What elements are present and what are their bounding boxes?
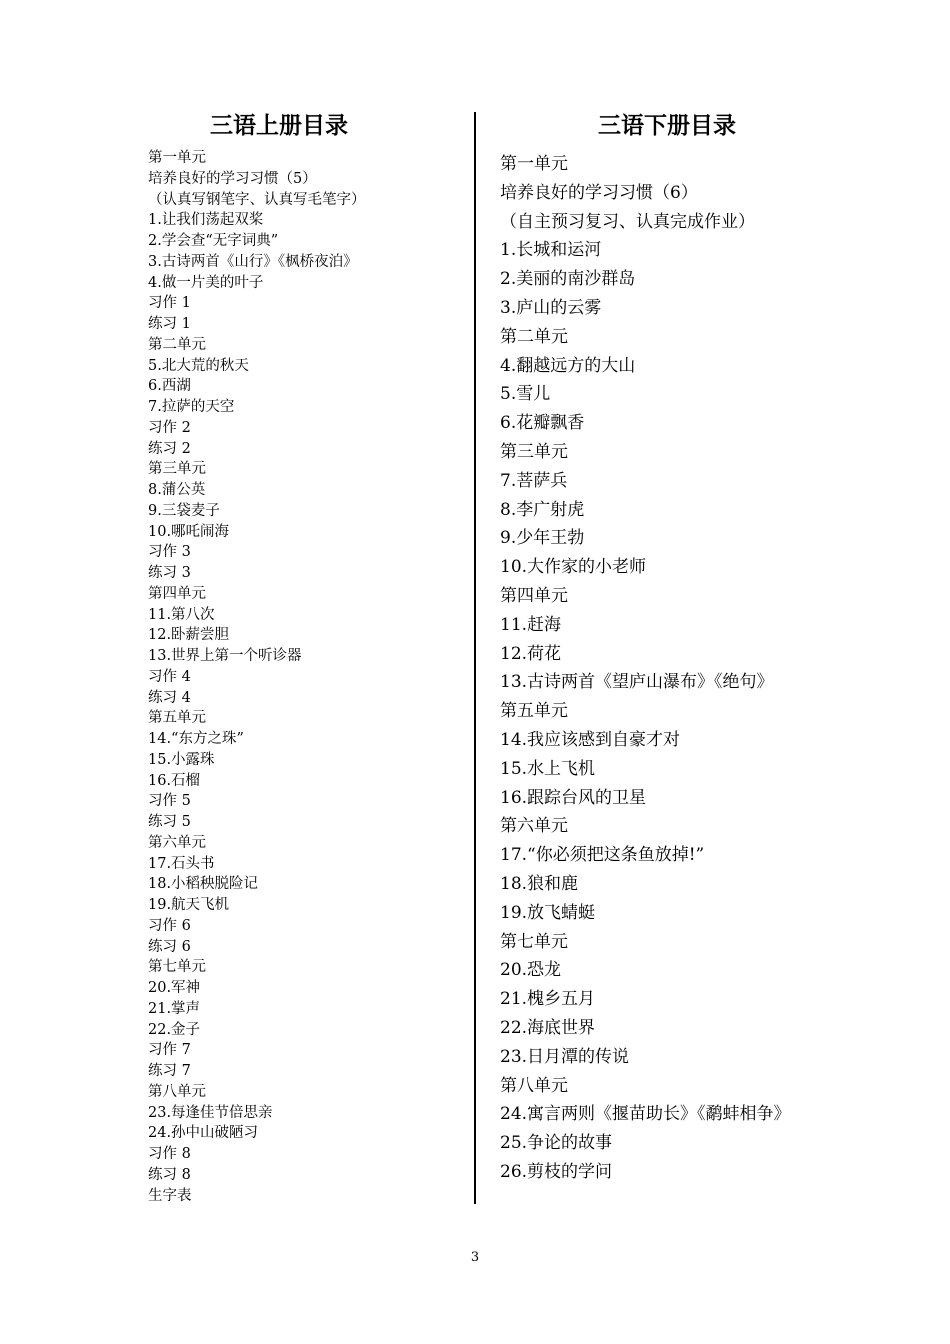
- toc-entry: 第五单元: [148, 710, 206, 727]
- toc-entry: 第七单元: [148, 959, 206, 976]
- toc-entry: 18.狼和鹿: [500, 873, 579, 894]
- toc-entry: 12.卧薪尝胆: [148, 627, 230, 644]
- page-number: 3: [470, 1250, 480, 1265]
- toc-entry: 第八单元: [500, 1075, 568, 1096]
- toc-entry: 19.航天飞机: [148, 897, 230, 913]
- toc-entry: 第七单元: [500, 931, 568, 952]
- left-column-title: 三语上册目录: [210, 113, 348, 139]
- toc-entry: 第四单元: [500, 585, 568, 606]
- toc-entry: （认真写钢笔字、认真写毛笔字）: [148, 191, 366, 208]
- toc-entry: 1.长城和运河: [500, 240, 602, 261]
- toc-entry: 第四单元: [148, 585, 206, 602]
- toc-entry: 8.蒲公英: [148, 482, 206, 498]
- toc-entry: （自主预习复习、认真完成作业）: [500, 211, 755, 232]
- right-toc-list: [500, 150, 900, 1187]
- toc-entry: 练习 4: [148, 689, 191, 706]
- toc-entry: 9.三袋麦子: [148, 502, 220, 519]
- toc-entry: 第三单元: [500, 441, 568, 462]
- toc-entry: 23.每逢佳节倍思亲: [148, 1104, 273, 1121]
- toc-entry: 20.恐龙: [500, 960, 562, 981]
- toc-entry: 第六单元: [148, 834, 206, 851]
- toc-entry: 练习 8: [148, 1166, 191, 1183]
- toc-entry: 14.“东方之珠”: [148, 731, 244, 747]
- toc-entry: 9.少年王勃: [500, 528, 585, 549]
- toc-entry: 12.荷花: [500, 643, 562, 664]
- toc-entry: 17.石头书: [148, 855, 215, 872]
- toc-entry: 15.水上飞机: [500, 758, 596, 779]
- toc-entry: 习作 7: [148, 1042, 191, 1059]
- toc-entry: 第二单元: [500, 326, 568, 347]
- toc-entry: 练习 6: [148, 938, 191, 955]
- toc-entry: 22.金子: [148, 1021, 201, 1038]
- right-column-toc: [500, 108, 900, 1187]
- toc-entry: 习作 4: [148, 668, 191, 685]
- left-toc-list: [148, 148, 458, 1206]
- toc-entry: 第二单元: [148, 336, 206, 353]
- toc-entry: 习作 1: [148, 295, 191, 312]
- toc-entry: 13.古诗两首《望庐山瀑布》《绝句》: [500, 672, 774, 693]
- toc-entry: 4.翻越远方的大山: [500, 355, 636, 376]
- toc-entry: 26.剪枝的学问: [500, 1161, 613, 1182]
- toc-entry: 第五单元: [500, 701, 568, 722]
- toc-entry: 11.第八次: [148, 606, 215, 623]
- toc-entry: 2.学会查“无字词典”: [148, 233, 279, 249]
- toc-entry: 24.孙中山破陋习: [148, 1125, 259, 1142]
- toc-entry: 10.哪吒闹海: [148, 523, 230, 540]
- toc-entry: 练习 3: [148, 565, 191, 581]
- column-divider: [474, 112, 476, 1204]
- toc-entry: 23.日月潭的传说: [500, 1046, 630, 1067]
- toc-entry: 7.拉萨的天空: [148, 399, 235, 415]
- toc-entry: 培养良好的学习习惯（5）: [148, 170, 317, 187]
- toc-entry: 练习 2: [148, 440, 191, 457]
- toc-entry: 22.海底世界: [500, 1017, 596, 1038]
- toc-entry: 14.我应该感到自豪才对: [500, 729, 681, 750]
- toc-entry: 7.菩萨兵: [500, 470, 568, 491]
- toc-entry: 17.“你必须把这条鱼放掉!”: [500, 845, 705, 866]
- toc-entry: 练习 5: [148, 814, 191, 830]
- right-column-title: 三语下册目录: [598, 113, 736, 139]
- toc-entry: 练习 7: [148, 1063, 191, 1079]
- toc-entry: 16.跟踪台风的卫星: [500, 787, 647, 808]
- toc-entry: 练习 1: [148, 316, 191, 332]
- toc-entry: 6.花瓣飘香: [500, 413, 585, 434]
- toc-entry: 19.放飞蜻蜓: [500, 902, 596, 923]
- toc-entry: 习作 6: [148, 917, 191, 934]
- toc-entry: 第六单元: [500, 816, 568, 837]
- toc-entry: 11.赶海: [500, 614, 562, 635]
- toc-entry: 13.世界上第一个听诊器: [148, 648, 302, 664]
- toc-entry: 10.大作家的小老师: [500, 557, 647, 578]
- toc-entry: 3.古诗两首《山行》《枫桥夜泊》: [148, 253, 358, 270]
- toc-entry: 6.西湖: [148, 378, 191, 395]
- toc-entry: 习作 5: [148, 793, 191, 810]
- toc-entry: 15.小露珠: [148, 751, 215, 768]
- toc-entry: 2.美丽的南沙群岛: [500, 269, 636, 290]
- toc-entry: 习作 8: [148, 1146, 191, 1162]
- toc-entry: 16.石榴: [148, 772, 201, 789]
- toc-entry: 培养良好的学习习惯（6）: [500, 182, 698, 203]
- toc-entry: 18.小稻秧脱险记: [148, 876, 259, 893]
- toc-entry: 20.军神: [148, 980, 201, 996]
- toc-entry: 21.掌声: [148, 1000, 201, 1017]
- toc-entry: 5.雪儿: [500, 384, 551, 405]
- toc-entry: 8.李广射虎: [500, 499, 585, 520]
- toc-entry: 习作 3: [148, 544, 191, 561]
- toc-entry: 第八单元: [148, 1083, 206, 1100]
- toc-entry: 第三单元: [148, 461, 206, 478]
- toc-entry: 21.槐乡五月: [500, 989, 596, 1010]
- toc-entry: 习作 2: [148, 419, 191, 436]
- left-column-toc: [148, 108, 458, 1206]
- toc-entry: 第一单元: [148, 150, 206, 166]
- toc-entry: 4.做一片美的叶子: [148, 274, 264, 291]
- toc-entry: 3.庐山的云雾: [500, 297, 602, 318]
- toc-entry: 第一单元: [500, 154, 568, 174]
- toc-entry: 25.争论的故事: [500, 1133, 613, 1154]
- toc-entry: 5.北大荒的秋天: [148, 357, 249, 374]
- toc-entry: 生字表: [148, 1187, 192, 1204]
- toc-entry: 24.寓言两则《揠苗助长》《鹬蚌相争》: [500, 1104, 791, 1125]
- toc-entry: 1.让我们荡起双桨: [148, 212, 264, 229]
